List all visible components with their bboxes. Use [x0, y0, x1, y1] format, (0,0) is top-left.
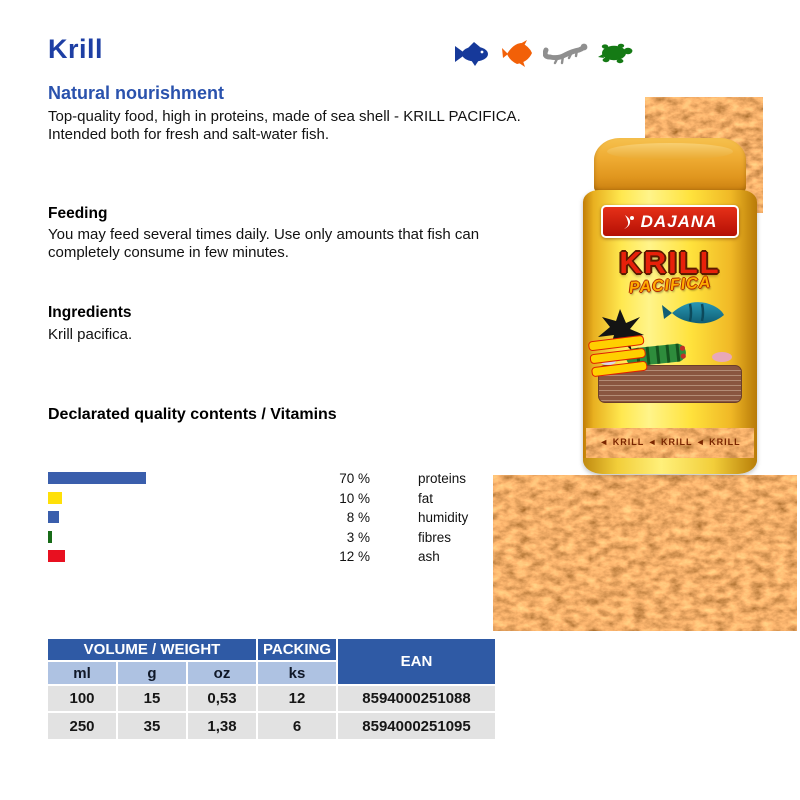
chart-row-ash: [48, 548, 488, 566]
table-cell-ean-row2: 8594000251095: [338, 713, 495, 739]
table-cell-g-row2: 35: [118, 713, 186, 739]
chart-label-fibres: fibres: [418, 529, 452, 545]
chart-row-fat: [48, 490, 488, 508]
newt-icon: [543, 41, 588, 67]
jar-band-text: ◄ KRILL ◄ KRILL ◄ KRILL: [599, 437, 741, 447]
chart-label-fat: fat: [418, 490, 434, 506]
table-subheader-ks: ks: [258, 662, 336, 684]
feeding-text: You may feed several times daily. Use only amounts that fish can completely consume in few minutes.: [48, 226, 480, 261]
chart-bar-fat: [48, 492, 62, 504]
table-cell-ean-row1: 8594000251088: [338, 686, 495, 711]
table-header-packing: PACKING: [258, 639, 336, 660]
chart-value-fat: 10 %: [339, 490, 370, 506]
table-cell-ks-row2: 6: [258, 713, 336, 739]
turtle-icon: [597, 42, 634, 65]
chart-label-proteins: proteins: [418, 471, 467, 486]
product-subtitle: Natural nourishment: [48, 83, 225, 103]
chart-bar-humidity: [48, 511, 59, 523]
chart-value-humidity: 8 %: [346, 510, 370, 525]
product-jar-image: [583, 138, 757, 474]
marine-fish-icon: [501, 40, 534, 67]
page-title: Krill: [48, 34, 104, 64]
quality-chart: [48, 470, 488, 578]
brand-name: DAJANA: [640, 211, 718, 231]
freshwater-fish-icon: [453, 41, 492, 67]
chart-row-fibres: [48, 529, 488, 547]
table-header-ean: EAN: [338, 639, 495, 684]
chart-label-humidity: humidity: [418, 510, 469, 525]
ingredients-text: Krill pacifica.: [48, 326, 133, 343]
brand-banner: [601, 205, 739, 238]
brand-fish-icon: [623, 214, 637, 230]
chart-bar-fibres: [48, 531, 52, 543]
table-cell-oz-row2: 1,38: [188, 713, 256, 739]
table-subheader-oz: oz: [188, 662, 256, 684]
jar-bottom-strip: [583, 458, 757, 474]
product-description: Top-quality food, high in proteins, made of sea shell - KRILL PACIFICA. Intended both for fresh and salt-water fish.: [48, 108, 521, 143]
chart-value-ash: 12 %: [339, 549, 370, 564]
table-cell-ml-row1: 100: [48, 686, 116, 711]
label-badges: [588, 335, 648, 381]
chart-label-ash: ash: [418, 549, 440, 564]
jar-lid: [594, 138, 746, 194]
jar-krill-band: [586, 428, 754, 458]
table-cell-g-row1: 15: [118, 686, 186, 711]
chart-bar-proteins: [48, 472, 146, 484]
jar-body: [583, 190, 757, 474]
chart-row-proteins: [48, 470, 488, 488]
table-cell-ml-row2: 250: [48, 713, 116, 739]
chart-value-proteins: 70 %: [339, 471, 370, 486]
chart-bar-ash: [48, 550, 65, 562]
chart-value-fibres: 3 %: [346, 529, 370, 545]
chart-row-humidity: [48, 509, 488, 527]
table-header-volume-weight: VOLUME / WEIGHT: [48, 639, 256, 660]
table-cell-ks-row1: 12: [258, 686, 336, 711]
size-table: [48, 639, 495, 739]
table-subheader-ml: ml: [48, 662, 116, 684]
quality-heading: Declarated quality contents / Vitamins: [48, 406, 337, 423]
krill-photo-large: [493, 475, 797, 631]
ingredients-heading: Ingredients: [48, 304, 132, 321]
species-icons: [453, 40, 634, 67]
jar-product-variant: PACIFICA: [628, 274, 712, 297]
jar-product-name: KRILL: [619, 245, 721, 280]
table-cell-oz-row1: 0,53: [188, 686, 256, 711]
feeding-heading: Feeding: [48, 205, 108, 222]
table-subheader-g: g: [118, 662, 186, 684]
